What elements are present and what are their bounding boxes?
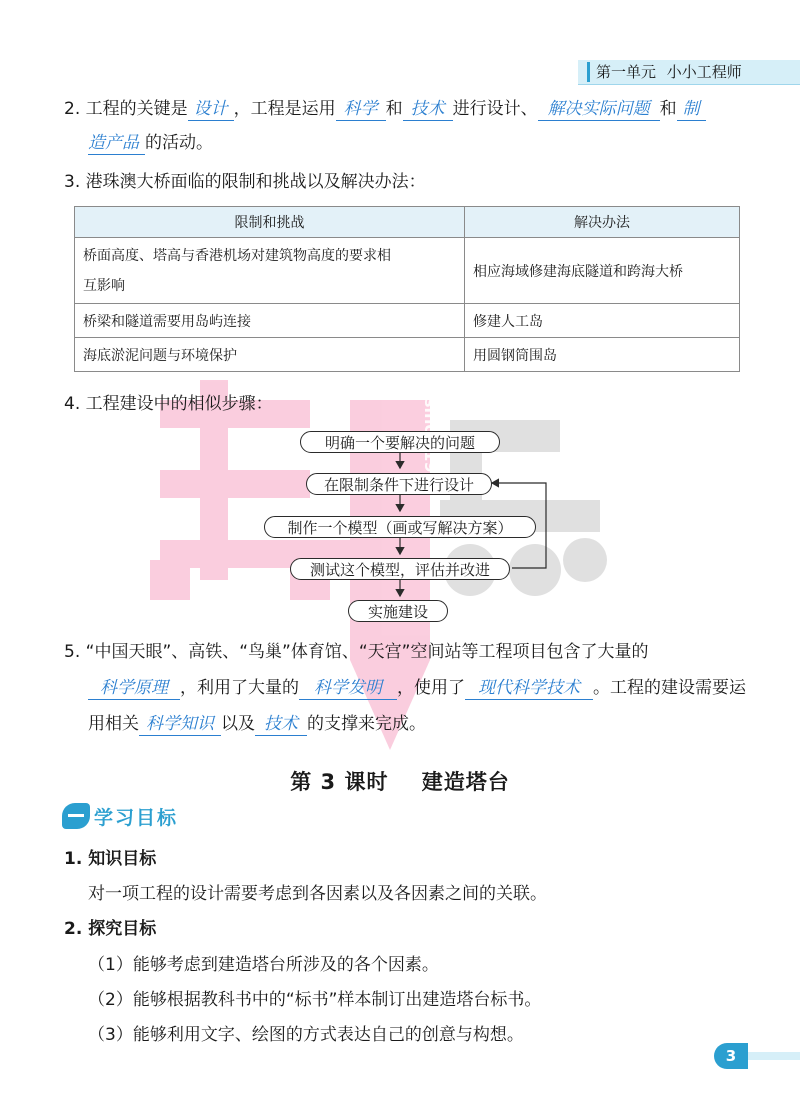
table-header-challenge: 限制和挑战 bbox=[75, 207, 465, 238]
q5-answer-5: 技术 bbox=[255, 714, 307, 736]
objectives-title: 学习目标 bbox=[94, 807, 179, 829]
q5-text: 以及 bbox=[221, 714, 255, 734]
flow-step-3: 制作一个模型（画或写解决方案） bbox=[264, 516, 536, 538]
q2-text: 和 bbox=[659, 99, 677, 119]
header-unit: 第一单元 bbox=[596, 63, 657, 81]
q5-answer-2: 科学发明 bbox=[299, 678, 397, 700]
q3-number: 3. bbox=[64, 172, 81, 192]
explore-item: （3）能够利用文字、绘图的方式表达自己的创意与构想。 bbox=[88, 1025, 524, 1045]
table-cell-challenge: 桥梁和隧道需要用岛屿连接 bbox=[75, 304, 465, 338]
q2-text: 进行设计、 bbox=[452, 99, 538, 119]
table-header-solution: 解决办法 bbox=[465, 207, 740, 238]
q3-text: 港珠澳大桥面临的限制和挑战以及解决办法： bbox=[85, 172, 426, 192]
knowledge-heading bbox=[64, 847, 156, 871]
knowledge-text: 对一项工程的设计需要考虑到各因素以及各因素之间的关联。 bbox=[88, 884, 547, 904]
q5-answer-1: 科学原理 bbox=[88, 678, 180, 700]
q2-answer-1: 设计 bbox=[188, 99, 234, 121]
table-cell-solution: 修建人工岛 bbox=[465, 304, 740, 338]
knowledge-title: 知识目标 bbox=[88, 849, 157, 869]
header-title: 小小工程师 bbox=[666, 63, 742, 81]
table-cell-challenge: 海底淤泥问题与环境保护 bbox=[75, 338, 465, 372]
q5-line3 bbox=[88, 712, 426, 736]
q5-text: ，使用了 bbox=[397, 678, 465, 698]
flow-step-5: 实施建设 bbox=[348, 600, 448, 622]
q2-text: 和 bbox=[385, 99, 403, 119]
q5-line1 bbox=[64, 640, 648, 664]
q2-answer-5a: 制 bbox=[677, 99, 706, 121]
q4-number: 4. bbox=[64, 394, 81, 414]
q2-text: 工程的关键是 bbox=[85, 99, 188, 119]
q5-answer-3: 现代科学技术 bbox=[465, 678, 593, 700]
knowledge-number: 1. bbox=[64, 849, 83, 869]
q5-text: ，利用了大量的 bbox=[180, 678, 299, 698]
explore-item: （2）能够根据教科书中的“标书”样本制订出建造塔台标书。 bbox=[88, 990, 542, 1010]
q2-answer-4: 解决实际问题 bbox=[538, 99, 660, 121]
q5-text: 的支撑来完成。 bbox=[307, 714, 426, 734]
q5-text: 用相关 bbox=[88, 714, 139, 734]
q2-answer-3: 技术 bbox=[403, 99, 453, 121]
table-cell-solution: 用圆钢筒围岛 bbox=[465, 338, 740, 372]
table-cell-solution: 相应海域修建海底隧道和跨海大桥 bbox=[465, 238, 740, 304]
page-number-tail bbox=[748, 1052, 800, 1060]
q2-answer-5b: 造产品 bbox=[88, 133, 145, 155]
explore-title: 探究目标 bbox=[88, 919, 157, 939]
q4-text: 工程建设中的相似步骤： bbox=[85, 394, 273, 414]
explore-heading bbox=[64, 917, 156, 941]
explore-item: （1）能够考虑到建造塔台所涉及的各个因素。 bbox=[88, 955, 439, 975]
q5-text: 。工程的建设需要运 bbox=[593, 678, 746, 698]
cell-text: 互影响 bbox=[83, 277, 125, 294]
cell-text: 桥面高度、塔高与香港机场对建筑物高度的要求相 bbox=[83, 247, 391, 264]
q5-number: 5. bbox=[64, 642, 81, 662]
explore-number: 2. bbox=[64, 919, 83, 939]
flow-step-2: 在限制条件下进行设计 bbox=[306, 473, 492, 495]
page-number: 3 bbox=[714, 1043, 748, 1069]
q5-line2 bbox=[88, 676, 746, 700]
q2-number: 2. bbox=[64, 99, 81, 119]
q5-answer-4: 科学知识 bbox=[139, 714, 221, 736]
section-badge-mark bbox=[68, 814, 84, 817]
q2-answer-2: 科学 bbox=[336, 99, 386, 121]
q2-text: ，工程是运用 bbox=[233, 99, 336, 119]
flow-step-4: 测试这个模型，评估并改进 bbox=[290, 558, 510, 580]
flow-step-1: 明确一个要解决的问题 bbox=[300, 431, 500, 453]
q2-text: 的活动。 bbox=[145, 133, 213, 153]
lesson-title: 第 3 课时 建造塔台 bbox=[290, 770, 510, 794]
q5-text: “中国天眼”、高铁、“鸟巢”体育馆、“天宫”空间站等工程项目包含了大量的 bbox=[85, 642, 649, 662]
